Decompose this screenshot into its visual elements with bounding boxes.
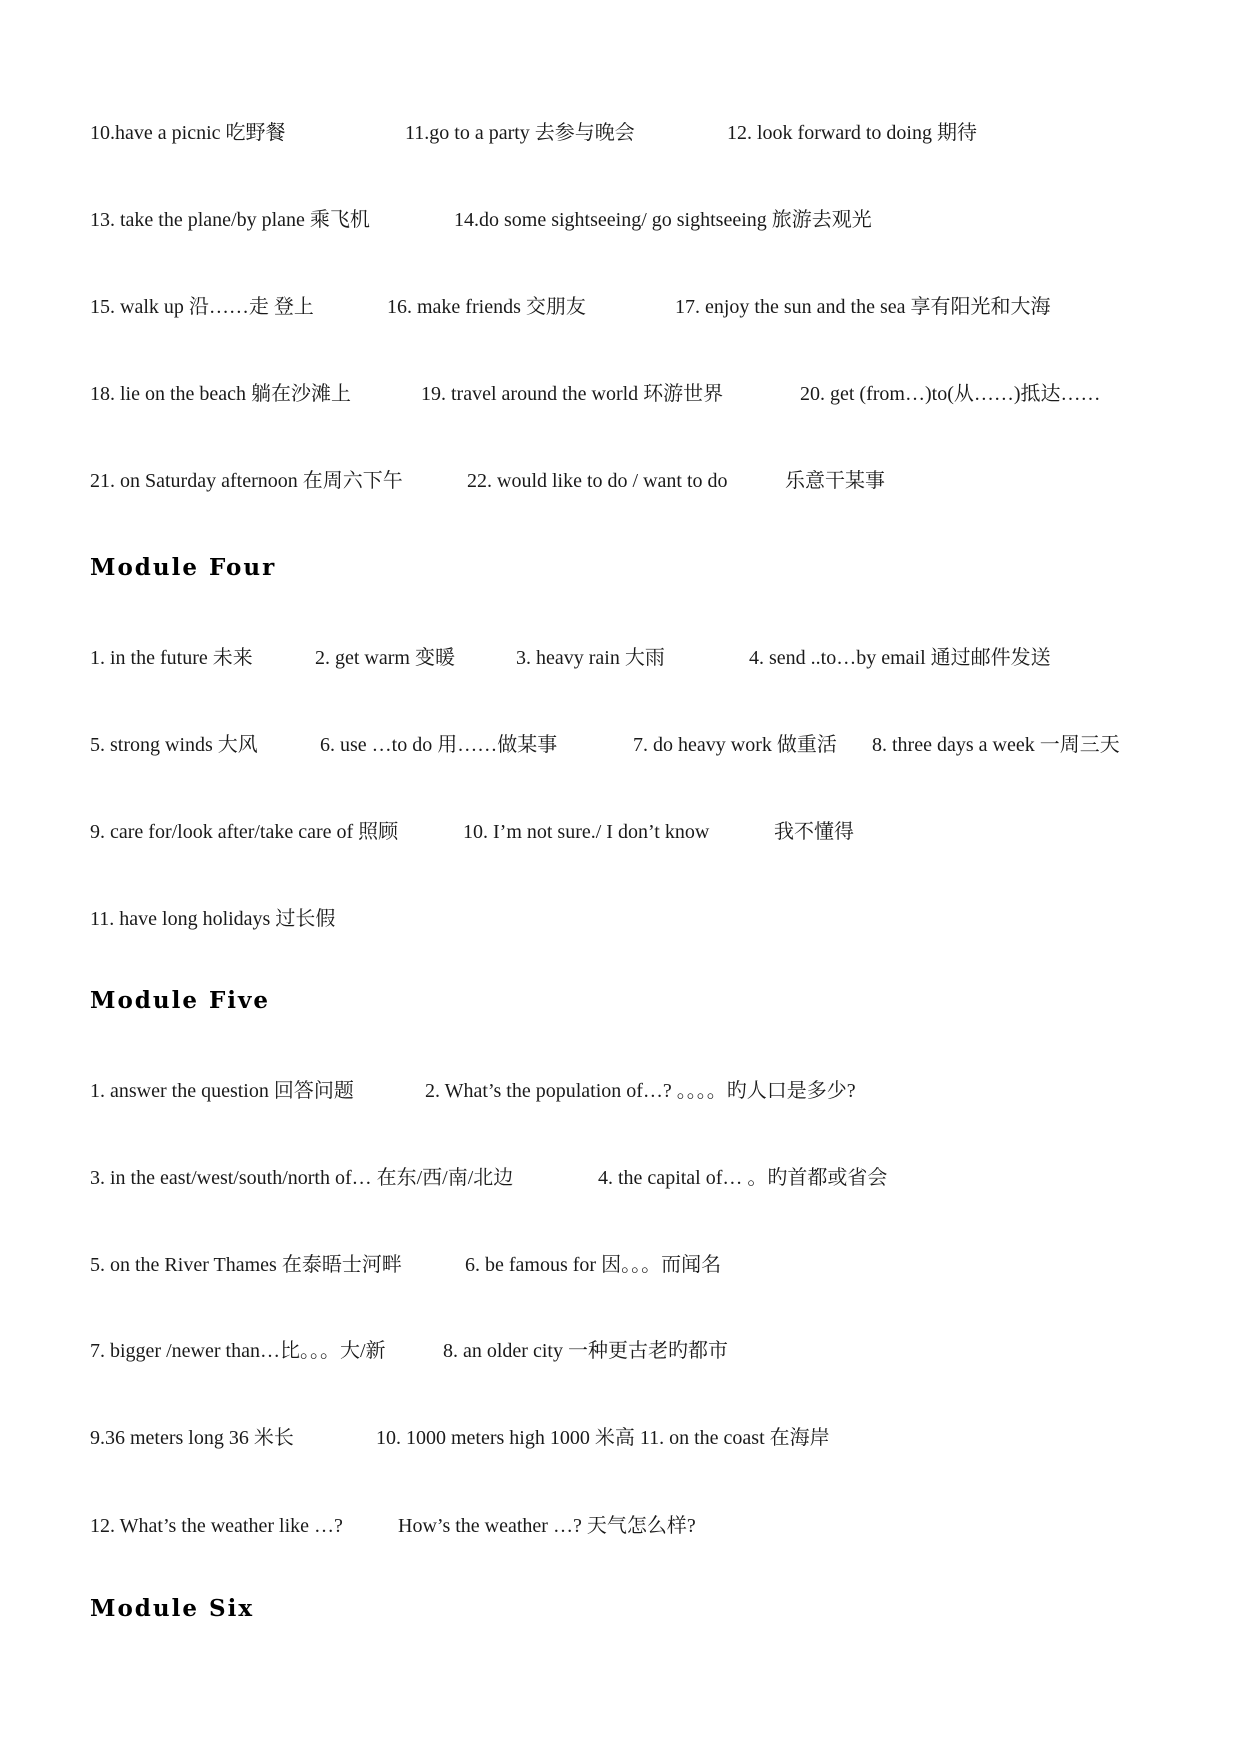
module-heading: Module Six	[90, 1595, 255, 1622]
phrase-item: 6. use …to do 用……做某事	[320, 734, 558, 756]
phrase-item: 8. an older city 一种更古老旳都市	[443, 1340, 728, 1362]
phrase-item: 18. lie on the beach 躺在沙滩上	[90, 383, 352, 405]
phrase-item: 12. look forward to doing 期待	[727, 122, 977, 144]
phrase-item: 5. on the River Thames 在泰晤士河畔	[90, 1254, 402, 1276]
phrase-item: 10. 1000 meters high 1000 米高 11. on the coast 在海岸	[376, 1427, 830, 1449]
phrase-item: 16. make friends 交朋友	[387, 296, 586, 318]
phrase-item: 10. I’m not sure./ I don’t know	[463, 821, 710, 843]
phrase-item: 12. What’s the weather like …?	[90, 1515, 343, 1537]
phrase-item: 4. send ..to…by email 通过邮件发送	[749, 647, 1051, 669]
phrase-item: 3. heavy rain 大雨	[516, 647, 665, 669]
phrase-item: 9.36 meters long 36 米长	[90, 1427, 294, 1449]
phrase-item: 10.have a picnic 吃野餐	[90, 122, 286, 144]
phrase-item: 乐意干某事	[785, 470, 885, 492]
phrase-item: 4. the capital of… 。旳首都或省会	[598, 1167, 888, 1189]
phrase-item: 7. do heavy work 做重活	[633, 734, 837, 756]
phrase-item: 17. enjoy the sun and the sea 享有阳光和大海	[675, 296, 1051, 318]
phrase-item: 8. three days a week 一周三天	[872, 734, 1120, 756]
phrase-item: 5. strong winds 大风	[90, 734, 258, 756]
phrase-item: 9. care for/look after/take care of 照顾	[90, 821, 399, 843]
phrase-item: 2. get warm 变暖	[315, 647, 455, 669]
phrase-item: 1. answer the question 回答问题	[90, 1080, 354, 1102]
phrase-item: 1. in the future 未来	[90, 647, 253, 669]
phrase-item: 2. What’s the population of…? 。。。。旳人口是多少?	[425, 1080, 856, 1102]
module-heading: Module Four	[90, 554, 277, 581]
phrase-item: 19. travel around the world 环游世界	[421, 383, 724, 405]
phrase-item: 21. on Saturday afternoon 在周六下午	[90, 470, 403, 492]
phrase-item: 11.go to a party 去参与晚会	[405, 122, 635, 144]
phrase-item: 15. walk up 沿……走 登上	[90, 296, 314, 318]
phrase-item: 我不懂得	[774, 821, 854, 843]
phrase-item: 3. in the east/west/south/north of… 在东/西/南/北边	[90, 1167, 514, 1189]
phrase-item: 20. get (from…)to(从……)抵达……	[800, 383, 1101, 405]
phrase-item: 14.do some sightseeing/ go sightseeing 旅游去观光	[454, 209, 872, 231]
phrase-item: 22. would like to do / want to do	[467, 470, 728, 492]
phrase-item: 6. be famous for 因。。。而闻名	[465, 1254, 722, 1276]
phrase-item: 7. bigger /newer than…比。。。大/新	[90, 1340, 386, 1362]
module-heading: Module Five	[90, 987, 271, 1014]
phrase-item: How’s the weather …? 天气怎么样?	[398, 1515, 696, 1537]
phrase-item: 13. take the plane/by plane 乘飞机	[90, 209, 370, 231]
phrase-item: 11. have long holidays 过长假	[90, 908, 336, 930]
